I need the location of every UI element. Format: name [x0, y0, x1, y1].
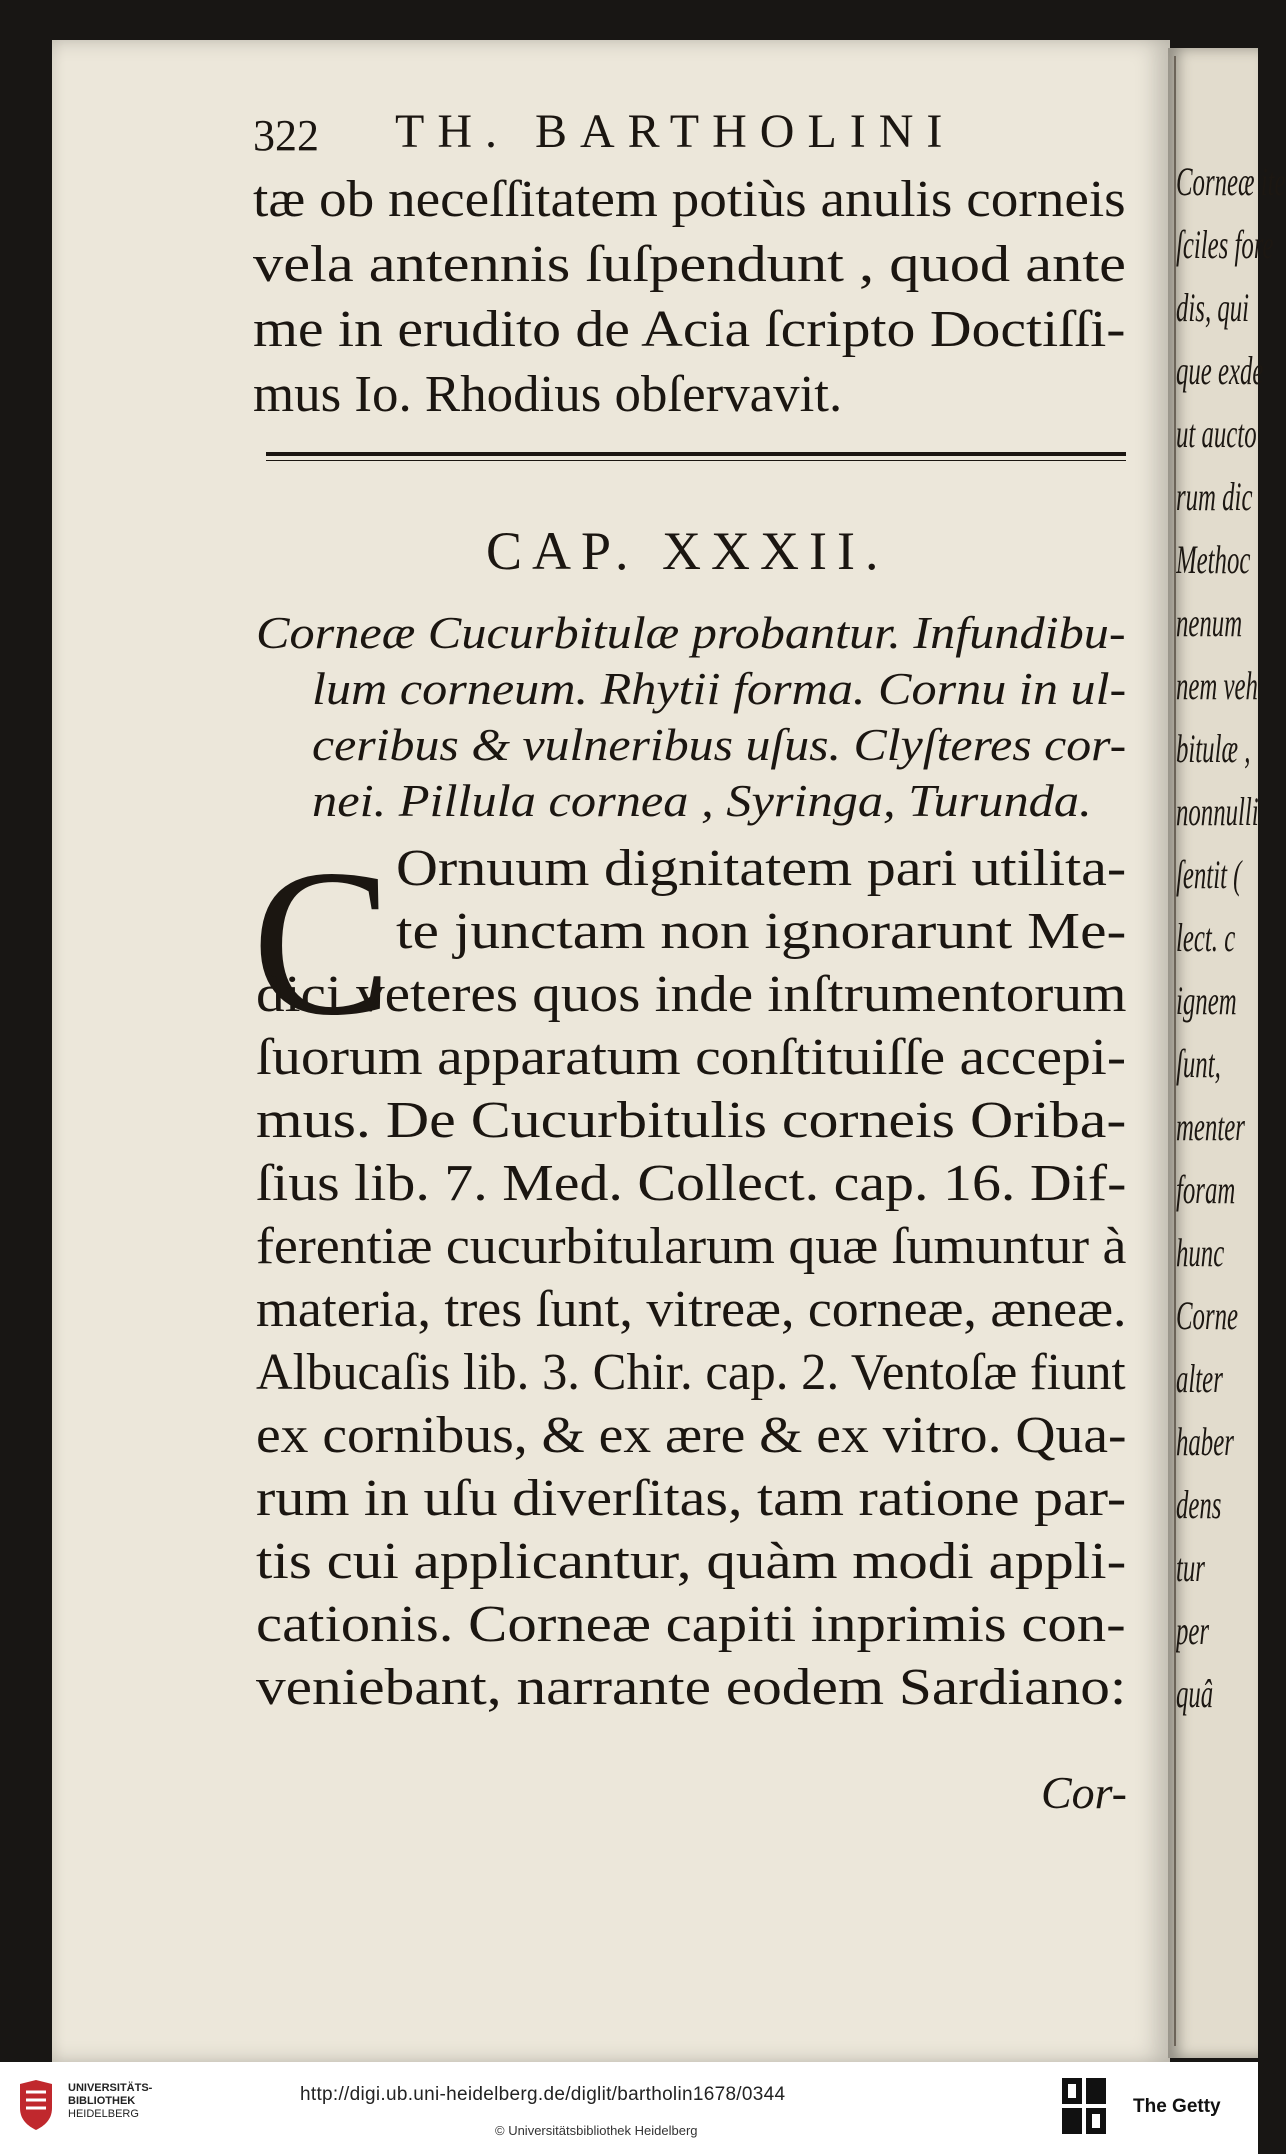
facing-page-fragment: haber	[1176, 1419, 1234, 1464]
catchword: Cor-	[1041, 1767, 1127, 1818]
body-line: Albucaſis lib. 3. Chir. cap. 2. Ventoſæ fiunt	[256, 1344, 1126, 1401]
body-line: ex cornibus, & ex ære & ex vitro. Qua-	[256, 1407, 1127, 1464]
copyright-notice: © Universitätsbibliothek Heidelberg	[495, 2123, 698, 2138]
intro-line: me in erudito de Acia ſcripto Doctiſſi-	[253, 301, 1126, 358]
partner-name: The Getty	[1133, 2096, 1221, 2117]
facing-page	[1168, 48, 1286, 2058]
section-rule-thin	[266, 460, 1126, 461]
facing-page-fragment: alter	[1176, 1356, 1223, 1401]
library-name-line-1: UNIVERSITÄTS-	[68, 2082, 153, 2094]
facing-page-fragment: rum dic	[1176, 474, 1253, 519]
body-line: veniebant, narrante eodem Sardiano:	[256, 1659, 1127, 1716]
intro-line: tæ ob neceſſitatem potiùs anulis corneis	[253, 171, 1126, 228]
chapter-title: CAP. XXXII.	[486, 521, 889, 581]
page-edge	[1174, 56, 1176, 2046]
facing-page-fragment: quâ	[1176, 1671, 1214, 1716]
intro-line: mus Io. Rhodius obſervavit.	[253, 366, 843, 423]
facing-page-fragment: ut aucto	[1176, 411, 1257, 456]
intro-line: vela antennis ſuſpendunt , quod ante	[253, 236, 1126, 293]
university-logo-icon	[16, 2078, 56, 2132]
facing-page-fragment: foram	[1176, 1167, 1236, 1212]
body-line: materia, tres ſunt, vitreæ, corneæ, æneæ.	[256, 1281, 1127, 1338]
facing-page-fragment: per	[1176, 1608, 1210, 1653]
body-line: ſuorum apparatum conſtituiſſe accepi-	[256, 1029, 1127, 1086]
facing-page-fragment: tur	[1176, 1545, 1205, 1590]
body-line: tis cui applicantur, quàm modi appli-	[256, 1533, 1127, 1590]
facing-page-fragment: hunc	[1176, 1230, 1225, 1275]
body-line: ferentiæ cucurbitularum quæ ſumuntur à	[256, 1218, 1127, 1275]
body-line: Ornuum dignitatem pari utilita-	[396, 840, 1127, 897]
facing-page-fragment: menter	[1176, 1104, 1245, 1149]
facing-page-fragment: ſciles fore	[1176, 222, 1274, 267]
library-name	[68, 2082, 152, 2121]
running-head: TH. BARTHOLINI	[395, 105, 956, 158]
facing-page-fragment: nem veh	[1176, 663, 1258, 708]
facing-page-fragment: Corne	[1176, 1293, 1238, 1338]
facing-page-fragment: que exde	[1176, 348, 1264, 393]
page-number: 322	[253, 111, 319, 160]
section-rule	[266, 452, 1126, 456]
facing-page-fragment: Corneæ ite	[1176, 159, 1286, 204]
facing-page-fragment: Methoc	[1176, 537, 1251, 582]
summary-line: nei. Pillula cornea , Syringa, Turunda.	[312, 775, 1092, 826]
permalink[interactable]: http://digi.ub.uni-heidelberg.de/diglit/bartholin1678/0344	[300, 2084, 786, 2105]
getty-logo-icon	[1060, 2076, 1108, 2136]
body-line: ſius lib. 7. Med. Collect. cap. 16. Dif-	[256, 1155, 1127, 1212]
facing-page-fragment: ſunt,	[1176, 1041, 1221, 1086]
facing-page-fragment: dis, qui	[1176, 285, 1250, 330]
facing-page-fragment: dens	[1176, 1482, 1222, 1527]
facing-page-fragment: nonnulli	[1176, 789, 1259, 834]
body-line: mus. De Cucurbitulis corneis Oriba-	[256, 1092, 1127, 1149]
summary-line: Corneæ Cucurbitulæ probantur. Infundibu-	[256, 607, 1126, 658]
facing-page-fragment: ignem	[1176, 978, 1237, 1023]
drop-cap: C	[252, 827, 393, 1059]
library-name-line-2: BIBLIOTHEK	[68, 2095, 136, 2107]
summary-line: ceribus & vulneribus uſus. Clyſteres cor-	[312, 719, 1127, 770]
body-line: dici veteres quos inde inſtrumentorum	[256, 966, 1127, 1023]
facing-page-fragment: ſentit (	[1176, 852, 1242, 897]
facing-page-fragment: lect. c	[1176, 915, 1236, 960]
summary-line: lum corneum. Rhytii forma. Cornu in ul-	[312, 663, 1127, 714]
facing-page-fragment: bitulæ ,	[1176, 726, 1251, 771]
facing-page-fragment: nenum	[1176, 600, 1243, 645]
body-line: te junctam non ignorarunt Me-	[396, 903, 1127, 960]
body-line: rum in uſu diverſitas, tam ratione par-	[256, 1470, 1127, 1527]
library-name-line-3: HEIDELBERG	[68, 2108, 139, 2120]
body-line: cationis. Corneæ capiti inprimis con-	[256, 1596, 1126, 1653]
